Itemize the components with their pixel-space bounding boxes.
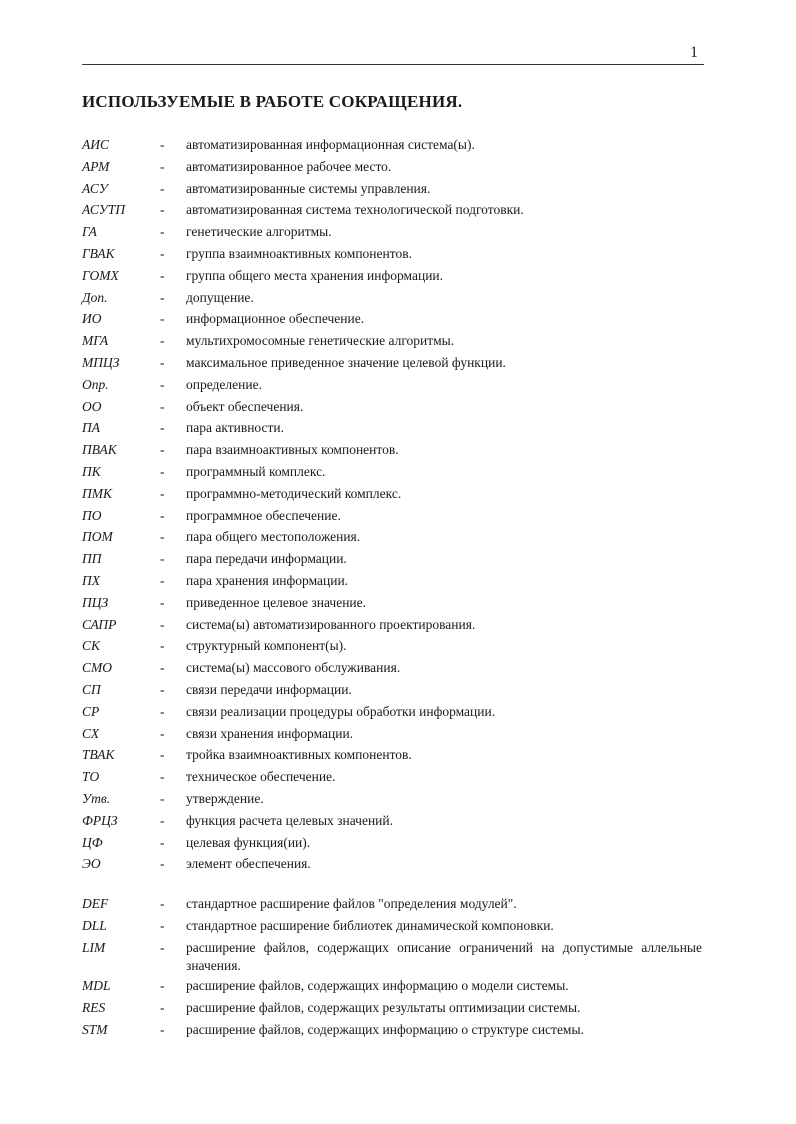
abbreviation-definition: система(ы) массового обслуживания. [186,660,401,675]
abbreviation-term: ПЦЗ [82,595,109,610]
abbreviation-term: СМО [82,660,112,675]
term-separator: - [160,333,165,348]
abbreviation-definition: пара взаимноактивных компонентов. [186,442,399,457]
abbreviation-row [0,725,796,747]
abbreviation-term: ФРЦЗ [82,813,118,828]
abbreviation-row [0,659,796,681]
term-separator: - [160,268,165,283]
abbreviation-row [0,681,796,703]
header-rule [82,64,704,65]
abbreviation-row [0,768,796,790]
term-separator: - [160,595,165,610]
term-separator: - [160,896,165,911]
abbreviation-row [0,223,796,245]
abbreviation-term: ТВАК [82,747,115,762]
abbreviation-term: ПП [82,551,102,566]
abbreviation-term: САПР [82,617,117,632]
abbreviation-term: ПОМ [82,529,113,544]
abbreviation-row [0,855,796,877]
abbreviation-definition: стандартное расширение библиотек динамической компоновки. [186,918,554,933]
term-separator: - [160,791,165,806]
term-separator: - [160,856,165,871]
abbreviation-definition: целевая функция(ии). [186,835,311,850]
abbreviation-term: DLL [82,918,107,933]
abbreviation-term: МПЦЗ [82,355,120,370]
abbreviation-row [0,594,796,616]
abbreviation-row [0,201,796,223]
abbreviation-term: АСУТП [82,202,126,217]
abbreviation-term: ГА [82,224,97,239]
abbreviation-term: ГВАК [82,246,115,261]
abbreviation-row [0,703,796,725]
abbreviation-definition: программный комплекс. [186,464,326,479]
abbreviation-row [0,616,796,638]
term-separator: - [160,377,165,392]
file-extension-row [0,1021,796,1043]
abbreviation-definition: автоматизированная система технологической подготовки. [186,202,524,217]
abbreviation-row [0,550,796,572]
abbreviation-definition: расширение файлов, содержащих информацию о модели системы. [186,978,569,993]
term-separator: - [160,355,165,370]
abbreviation-row [0,637,796,659]
abbreviation-definition: связи реализации процедуры обработки информации. [186,704,496,719]
abbreviation-term: СР [82,704,100,719]
term-separator: - [160,529,165,544]
abbreviation-row [0,398,796,420]
abbreviation-term: ПА [82,420,100,435]
abbreviation-row [0,790,796,812]
term-separator: - [160,224,165,239]
term-separator: - [160,202,165,217]
abbreviation-definition: информационное обеспечение. [186,311,365,326]
abbreviation-row [0,136,796,158]
abbreviation-row [0,441,796,463]
abbreviation-definition: стандартное расширение файлов "определения модулей". [186,896,517,911]
abbreviation-definition: техническое обеспечение. [186,769,336,784]
abbreviation-definition: объект обеспечения. [186,399,304,414]
abbreviation-definition: генетические алгоритмы. [186,224,332,239]
abbreviation-definition: пара общего местоположения. [186,529,361,544]
term-separator: - [160,137,165,152]
abbreviation-term: АСУ [82,181,108,196]
abbreviation-term: СК [82,638,100,653]
abbreviation-term: ЦФ [82,835,103,850]
term-separator: - [160,978,165,993]
abbreviation-definition: пара передачи информации. [186,551,347,566]
term-separator: - [160,311,165,326]
abbreviation-row [0,310,796,332]
abbreviation-definition: связи передачи информации. [186,682,352,697]
term-separator: - [160,442,165,457]
abbreviation-row [0,332,796,354]
abbreviation-row [0,158,796,180]
term-separator: - [160,464,165,479]
abbreviation-definition: группа взаимноактивных компонентов. [186,246,412,261]
abbreviation-definition: автоматизированная информационная система(ы). [186,137,475,152]
term-separator: - [160,508,165,523]
term-separator: - [160,1000,165,1015]
abbreviation-row [0,572,796,594]
abbreviation-row [0,376,796,398]
abbreviation-row [0,419,796,441]
term-separator: - [160,704,165,719]
term-separator: - [160,747,165,762]
abbreviation-definition: пара активности. [186,420,285,435]
abbreviation-term: STM [82,1022,108,1037]
abbreviation-definition: определение. [186,377,262,392]
term-separator: - [160,290,165,305]
file-extension-row [0,895,796,917]
term-separator: - [160,918,165,933]
abbreviation-row [0,746,796,768]
term-separator: - [160,617,165,632]
term-separator: - [160,181,165,196]
abbreviation-row [0,485,796,507]
term-separator: - [160,159,165,174]
abbreviation-definition: тройка взаимноактивных компонентов. [186,747,412,762]
term-separator: - [160,813,165,828]
term-separator: - [160,246,165,261]
term-separator: - [160,835,165,850]
abbreviation-definition: автоматизированное рабочее место. [186,159,392,174]
abbreviation-row [0,245,796,267]
abbreviation-definition: допущение. [186,290,254,305]
term-separator: - [160,769,165,784]
abbreviation-term: ПХ [82,573,100,588]
abbreviation-definition: связи хранения информации. [186,726,354,741]
page-title: ИСПОЛЬЗУЕМЫЕ В РАБОТЕ СОКРАЩЕНИЯ. [82,92,463,111]
term-separator: - [160,486,165,501]
abbreviation-term: RES [82,1000,106,1015]
abbreviation-definition: структурный компонент(ы). [186,638,347,653]
term-separator: - [160,638,165,653]
abbreviation-definition: утверждение. [186,791,264,806]
abbreviation-definition: пара хранения информации. [186,573,349,588]
file-extension-row [0,939,796,979]
term-separator: - [160,573,165,588]
file-extension-row [0,977,796,999]
abbreviation-term: ГОМХ [82,268,119,283]
abbreviation-row [0,354,796,376]
term-separator: - [160,399,165,414]
abbreviation-definition: приведенное целевое значение. [186,595,367,610]
abbreviation-row [0,289,796,311]
abbreviation-definition: элемент обеспечения. [186,856,311,871]
abbreviation-row [0,834,796,856]
abbreviation-term: МГА [82,333,109,348]
abbreviation-row [0,812,796,834]
abbreviation-row [0,528,796,550]
abbreviation-term: MDL [82,978,111,993]
abbreviation-definition: расширение файлов, содержащих результаты оптимизации системы. [186,1000,581,1015]
abbreviation-term: АРМ [82,159,110,174]
abbreviation-term: ТО [82,769,100,784]
abbreviation-definition: расширение файлов, содержащих информацию о структуре системы. [186,1022,584,1037]
abbreviation-row [0,463,796,485]
abbreviation-term: ПМК [82,486,112,501]
abbreviation-term: ПО [82,508,102,523]
term-separator: - [160,420,165,435]
abbreviation-term: ЭО [82,856,101,871]
abbreviation-term: ОО [82,399,102,414]
abbreviation-definition: система(ы) автоматизированного проектирования. [186,617,476,632]
term-separator: - [160,660,165,675]
term-separator: - [160,1022,165,1037]
abbreviation-term: Доп. [82,290,108,305]
abbreviation-definition: максимальное приведенное значение целевой функции. [186,355,506,370]
file-extension-row [0,917,796,939]
abbreviation-term: LIM [82,940,106,955]
abbreviation-term: ПВАК [82,442,117,457]
term-separator: - [160,551,165,566]
file-extension-row [0,999,796,1021]
page-number: 1 [690,44,698,61]
term-separator: - [160,940,165,955]
abbreviation-row [0,267,796,289]
abbreviation-row [0,180,796,202]
abbreviation-term: ИО [82,311,102,326]
term-separator: - [160,682,165,697]
abbreviation-term: Утв. [82,791,111,806]
abbreviation-definition: программное обеспечение. [186,508,341,523]
abbreviation-term: Опр. [82,377,109,392]
abbreviation-definition: группа общего места хранения информации. [186,268,444,283]
abbreviation-term: СП [82,682,101,697]
abbreviation-definition: мультихромосомные генетические алгоритмы. [186,333,455,348]
abbreviation-row [0,507,796,529]
abbreviation-term: АИС [82,137,109,152]
abbreviation-term: ПК [82,464,101,479]
abbreviation-definition: функция расчета целевых значений. [186,813,394,828]
abbreviation-definition: автоматизированные системы управления. [186,181,431,196]
term-separator: - [160,726,165,741]
abbreviation-definition: расширение файлов, содержащих описание ограничений на допустимые аллельные значения. [186,940,702,973]
abbreviation-definition: программно-методический комплекс. [186,486,402,501]
abbreviation-term: DEF [82,896,109,911]
abbreviation-term: СХ [82,726,100,741]
